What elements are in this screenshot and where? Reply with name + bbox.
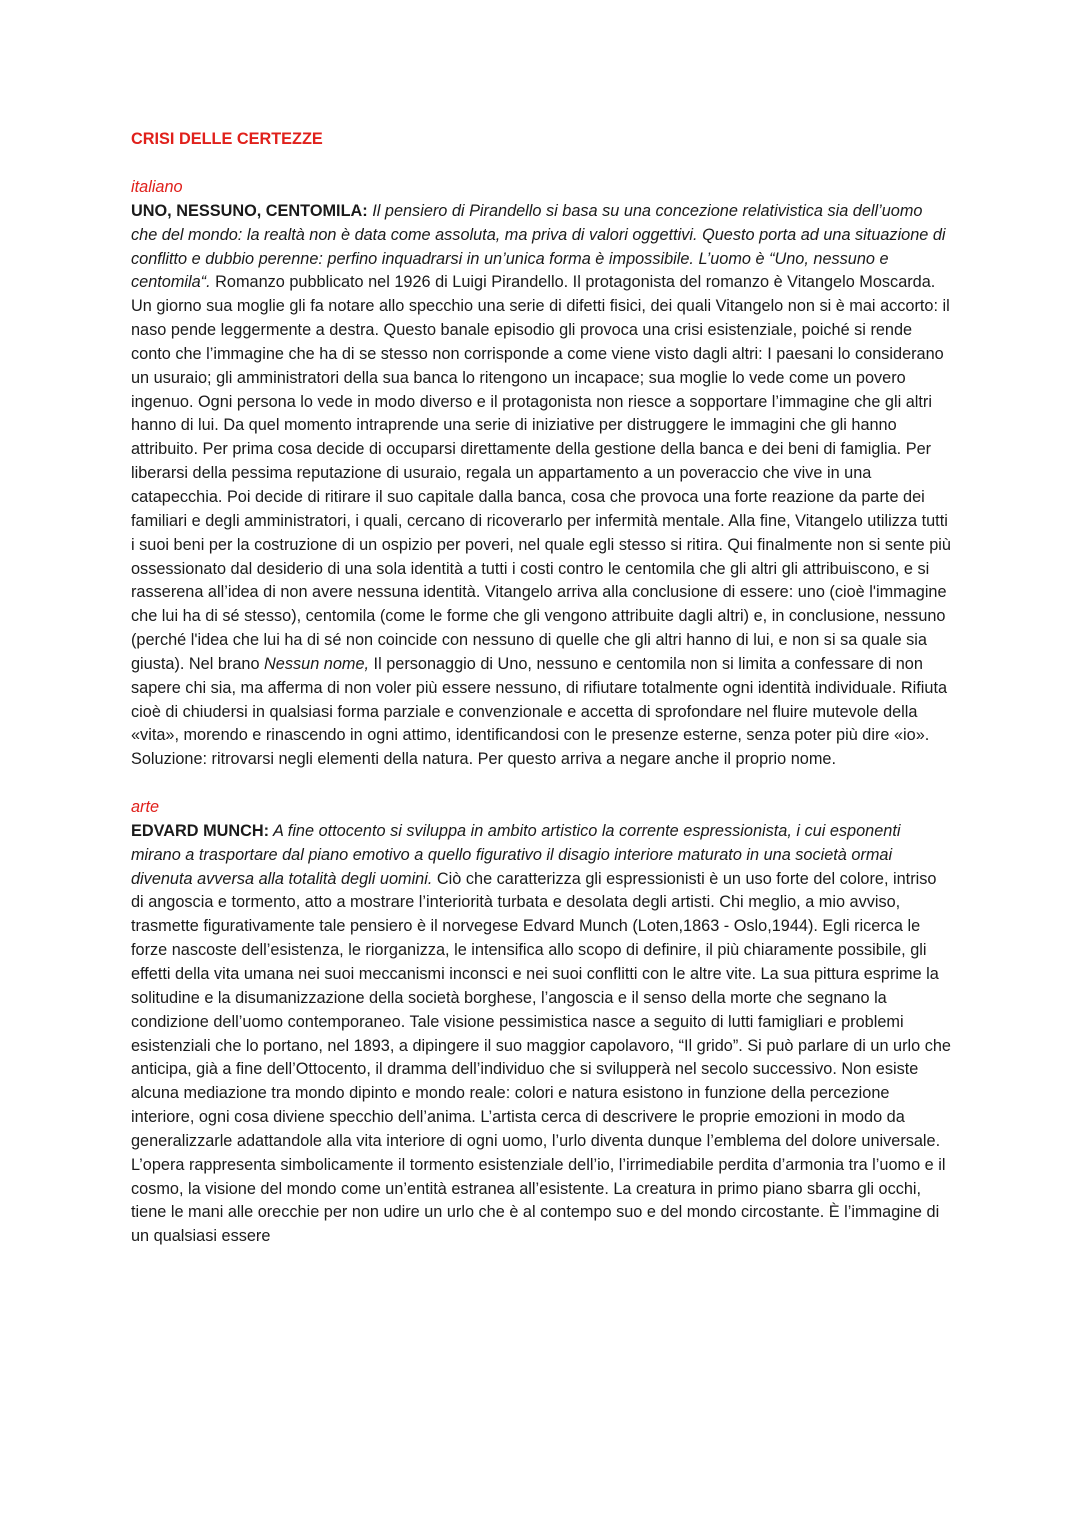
section-text: Ciò che caratterizza gli espressionisti è un uso forte del colore, intriso di angoscia e tormento, atto a mostrare l’interiorità turbata e desolata degli artisti. Chi meglio, a mio avviso, trasmette figurativamente tale pensiero è il norvegese Edvard Munch (Loten,1863 - Oslo,1944). Egli ricerca le forze nascoste dell’esistenza, le riorganizza, le intensifica allo scopo di definire, il più chiaramente possibile, gli effetti della vita umana nei suoi meccanismi inconsci e nei suoi conflitti con le altre vite. La sua pittura esprime la solitudine e la disumanizzazione della società borghese, l’angoscia e il senso della morte che segnano la condizione dell’uomo contemporaneo. Tale visione pessimistica nasce a seguito di lutti famigliari e problemi esistenziali che lo portano, nel 1893, a dipingere il suo maggior capolavoro, “Il grido”. Si può parlare di un urlo che anticipa, già a fine dell’Ottocento, il dramma dell’individuo che si svilupperà nel secolo successivo. Non esiste alcuna mediazione tra mondo dipinto e mondo reale: colori e natura esistono in funzione della percezione interiore, ogni cosa diviene specchio dell’anima. L’artista cerca di descrivere le proprie emozioni in modo da generalizzarle adattandole alla vita interiore di ogni uomo, l’urlo diventa dunque l’emblema del dolore universale. L’opera rappresenta simbolicamente il tormento esistenziale dell’io, l’irrimediabile perdita d’armonia tra l’uomo e il cosmo, la visione del mondo come un’entità estranea all’esistente. La creatura in primo piano sbarra gli occhi, tiene le mani alle orecchie per non udire un urlo che è al contempo suo e del mondo circostante. È l’immagine di un qualsiasi essere bbox=[131, 869, 951, 1246]
section-text-continued: Il personaggio di Uno, nessuno e centomila non si limita a confessare di non sapere chi sia, ma afferma di non voler più essere nessuno, di rifiutare totalmente ogni identità individuale. Rifiuta cioè di chiudersi in qualsiasi forma parziale e convenzionale e accetta di sprofondare nel fluire mutevole della «vita», morendo e rinascendo in ogni attimo, identificandosi con le presenze esterne, senza poter più dire «io». Soluzione: ritrovarsi negli elementi della natura. Per questo arriva a negare anche il proprio nome. bbox=[131, 654, 948, 769]
section-text: Romanzo pubblicato nel 1926 di Luigi Pirandello. Il protagonista del romanzo è Vitangelo Moscarda. Un giorno sua moglie gli fa notare allo specchio una serie di difetti fisici, dei quali Vitangelo non si è mai accorto: il naso pende leggermente a destra. Questo banale episodio gli provoca una crisi esistenziale, poiché si rende conto che l’immagine che ha di se stesso non corrisponde a come viene visto dagli altri: I paesani lo considerano un usuraio; gli amministratori della sua banca lo ritengono un incapace; sua moglie lo vede come un povero ingenuo. Ogni persona lo vede in modo diverso e il protagonista non riesce a sopportare l’immagine che gli altri hanno di lui. Da quel momento intraprende una serie di iniziative per distruggere le immagini che gli hanno attribuito. Per prima cosa decide di occuparsi direttamente della gestione della banca e dei beni di famiglia. Per liberarsi della pessima reputazione di usuraio, regala un appartamento a un poveraccio che vive in una catapecchia. Poi decide di ritirare il suo capitale dalla banca, cosa che provoca una forte reazione da parte dei familiari e degli amministratori, i quali, cercano di ricoverarlo per infermità mentale. Alla fine, Vitangelo utilizza tutti i suoi beni per la costruzione di un ospizio per poveri, nel quale egli stesso si ritira. Qui finalmente non si sente più ossessionato dal desiderio di una sola identità a tutti i costi contro le centomila che gli altri gli attribuiscono, e si rasserena all’idea di non avere nessuna identità. Vitangelo arriva alla conclusione di essere: uno (cioè l'immagine che lui ha di sé stesso), centomila (come le forme che gli vengono attribuite dagli altri) e, in conclusione, nessuno (perché l'idea che lui ha di sé non coincide con nessuno di quelle che gli altri hanno di lui, e non si sa quale sia giusta). Nel brano bbox=[131, 273, 951, 673]
spacer bbox=[131, 772, 951, 796]
section-paragraph bbox=[131, 820, 951, 1249]
subject-label: italiano bbox=[131, 178, 183, 196]
section-intro: A fine ottocento si sviluppa in ambito artistico la corrente espressionista, i cui esponenti mirano a trasportare dal piano emotivo a quello figurativo il disagio interiore maturato in una società ormai divenuta avversa alla totalità degli uomini. bbox=[131, 821, 901, 888]
document-page bbox=[131, 128, 951, 1249]
section-intro: Il pensiero di Pirandello si basa su una concezione relativistica sia dell’uomo che del mondo: la realtà non è data come assoluta, ma priva di valori oggettivi. Questo porta ad una situazione di conflitto e dubbio perenne: perfino inquadrarsi in un’unica forma è impossibile. L’uomo è “Uno, nessuno e centomila“. bbox=[131, 201, 946, 292]
section-paragraph bbox=[131, 200, 951, 772]
section-heading: EDVARD MUNCH: bbox=[131, 821, 270, 840]
section-arte bbox=[131, 796, 951, 1249]
section-italiano bbox=[131, 176, 951, 772]
subject-label: arte bbox=[131, 798, 160, 817]
spacer bbox=[131, 152, 951, 176]
work-title: Nessun nome, bbox=[264, 654, 370, 673]
section-heading: UNO, NESSUNO, CENTOMILA: bbox=[131, 201, 368, 220]
document-title: CRISI DELLE CERTEZZE bbox=[131, 130, 323, 148]
